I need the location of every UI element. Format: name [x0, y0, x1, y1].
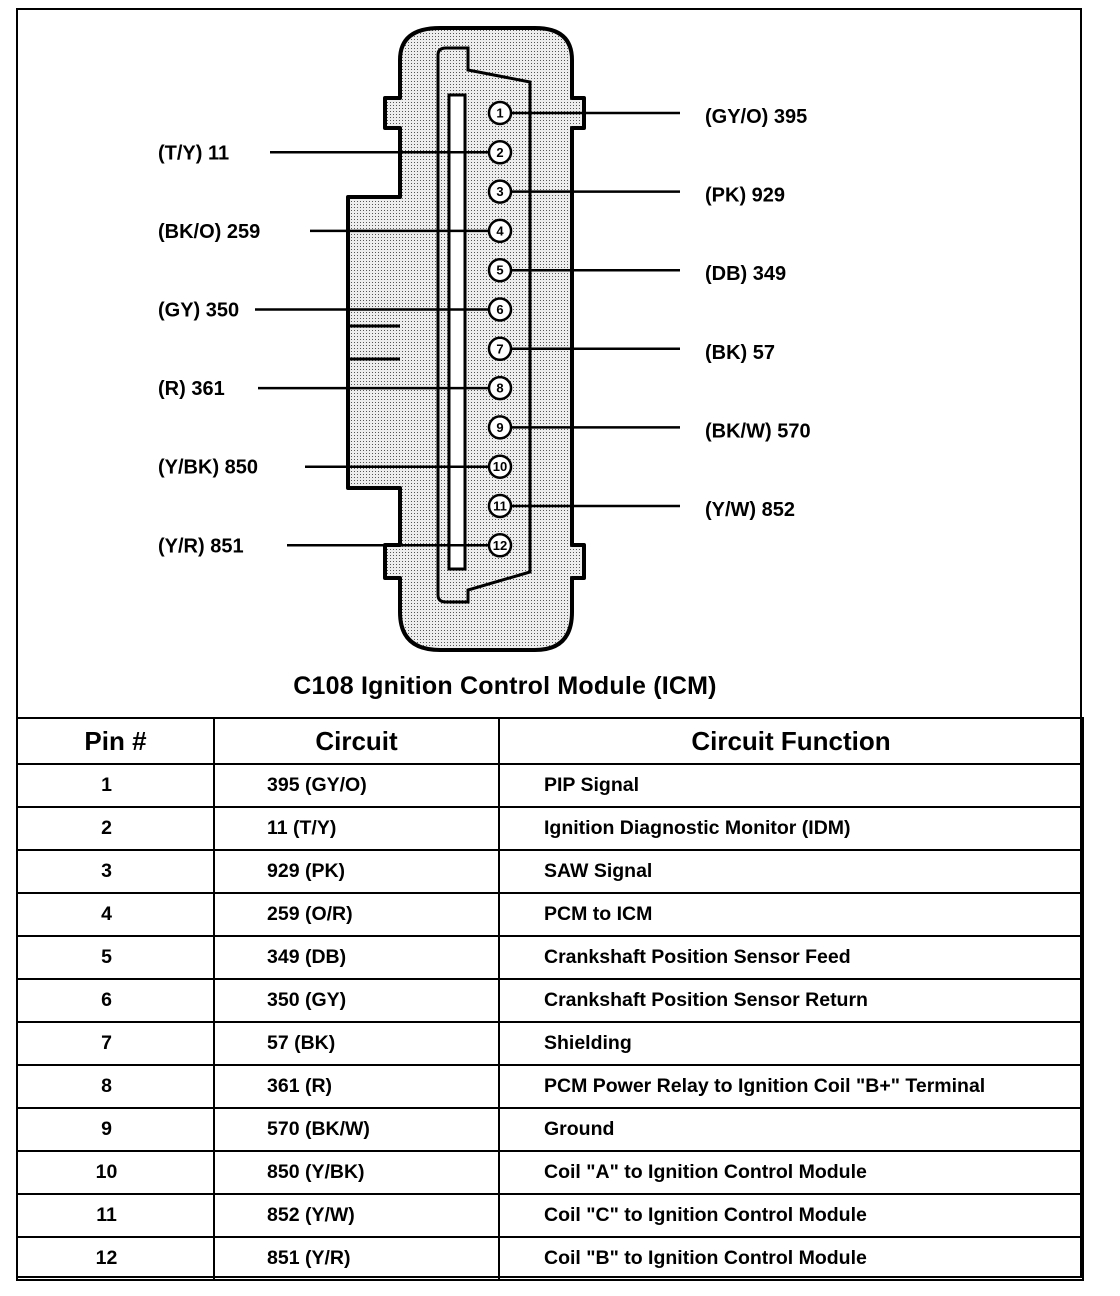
cell-circuit: 11 (T/Y)	[214, 807, 499, 850]
table-header-row	[17, 718, 1083, 764]
pin-wire-label: (PK) 929	[705, 184, 786, 207]
pin-number: 6	[496, 302, 504, 317]
cell-function: Coil "B" to Ignition Control Module	[499, 1237, 1083, 1280]
cell-circuit: 929 (PK)	[214, 850, 499, 893]
pin-wire-label: (BK/O) 259	[158, 220, 261, 243]
cell-function: Coil "A" to Ignition Control Module	[499, 1151, 1083, 1194]
cell-pin: 3	[17, 850, 214, 893]
pin-wire-label: (DB) 349	[705, 263, 787, 286]
table-row	[17, 1065, 1083, 1108]
pin-number: 5	[496, 262, 504, 278]
cell-function: Shielding	[499, 1022, 1083, 1065]
pin-number: 9	[496, 419, 504, 435]
table-row	[17, 764, 1083, 807]
pin-table	[16, 717, 1084, 1281]
pin-wire-label: (GY) 350	[158, 299, 240, 322]
cell-pin: 10	[17, 1151, 214, 1194]
cell-function: PCM Power Relay to Ignition Coil "B+" Terminal	[499, 1065, 1083, 1108]
cell-function: PIP Signal	[499, 764, 1083, 807]
pin-wire-label: (T/Y) 11	[158, 142, 230, 165]
pin-number: 11	[493, 498, 507, 514]
cell-function: SAW Signal	[499, 850, 1083, 893]
diagram-title: C108 Ignition Control Module (ICM)	[293, 672, 717, 700]
table-row	[17, 1022, 1083, 1065]
cell-function: Crankshaft Position Sensor Feed	[499, 936, 1083, 979]
table-row	[17, 1194, 1083, 1237]
table-row	[17, 850, 1083, 893]
cell-circuit: 850 (Y/BK)	[214, 1151, 499, 1194]
cell-circuit: 350 (GY)	[214, 979, 499, 1022]
cell-pin: 12	[17, 1237, 214, 1280]
cell-function: Crankshaft Position Sensor Return	[499, 979, 1083, 1022]
cell-circuit: 361 (R)	[214, 1065, 499, 1108]
cell-function: Ground	[499, 1108, 1083, 1151]
pin-number: 2	[496, 144, 504, 160]
cell-circuit: 349 (DB)	[214, 936, 499, 979]
cell-pin: 9	[17, 1108, 214, 1151]
cell-circuit: 570 (BK/W)	[214, 1108, 499, 1151]
pin-number: 1	[496, 105, 504, 121]
table-row	[17, 1151, 1083, 1194]
pin-wire-label: (BK) 57	[705, 341, 776, 364]
cell-function: PCM to ICM	[499, 893, 1083, 936]
header-circuit: Circuit	[214, 718, 499, 764]
table-row	[17, 807, 1083, 850]
pin-number: 4	[496, 223, 504, 239]
pin-wire-label: (R) 361	[158, 378, 225, 401]
pin-number: 8	[496, 380, 504, 396]
pin-wire-label: (Y/BK) 850	[158, 456, 259, 479]
table-row	[17, 1108, 1083, 1151]
header-pin: Pin #	[17, 718, 214, 764]
pin-wire-label: (GY/O) 395	[705, 106, 808, 128]
cell-function: Ignition Diagnostic Monitor (IDM)	[499, 807, 1083, 850]
cell-circuit: 852 (Y/W)	[214, 1194, 499, 1237]
pin-wire-label: (Y/W) 852	[705, 499, 796, 521]
table-row	[17, 979, 1083, 1022]
pin-number: 3	[496, 184, 504, 200]
table-row	[17, 936, 1083, 979]
cell-pin: 11	[17, 1194, 214, 1237]
cell-pin: 1	[17, 764, 214, 807]
pin-wire-label: (BK/W) 570	[705, 420, 811, 443]
cell-pin: 5	[17, 936, 214, 979]
header-function: Circuit Function	[499, 718, 1083, 764]
cell-pin: 8	[17, 1065, 214, 1108]
cell-circuit: 851 (Y/R)	[214, 1237, 499, 1280]
contact-slot	[449, 95, 465, 569]
cell-pin: 4	[17, 893, 214, 936]
cell-circuit: 57 (BK)	[214, 1022, 499, 1065]
cell-function: Coil "C" to Ignition Control Module	[499, 1194, 1083, 1237]
cell-circuit: 259 (O/R)	[214, 893, 499, 936]
pin-wire-label: (Y/R) 851	[158, 535, 244, 558]
cell-pin: 2	[17, 807, 214, 850]
cell-circuit: 395 (GY/O)	[214, 764, 499, 807]
table-row	[17, 1237, 1083, 1280]
table-row	[17, 893, 1083, 936]
cell-pin: 7	[17, 1022, 214, 1065]
pin-number: 7	[496, 341, 504, 357]
pin-number: 10	[492, 459, 508, 475]
pin-number: 12	[492, 537, 508, 553]
cell-pin: 6	[17, 979, 214, 1022]
